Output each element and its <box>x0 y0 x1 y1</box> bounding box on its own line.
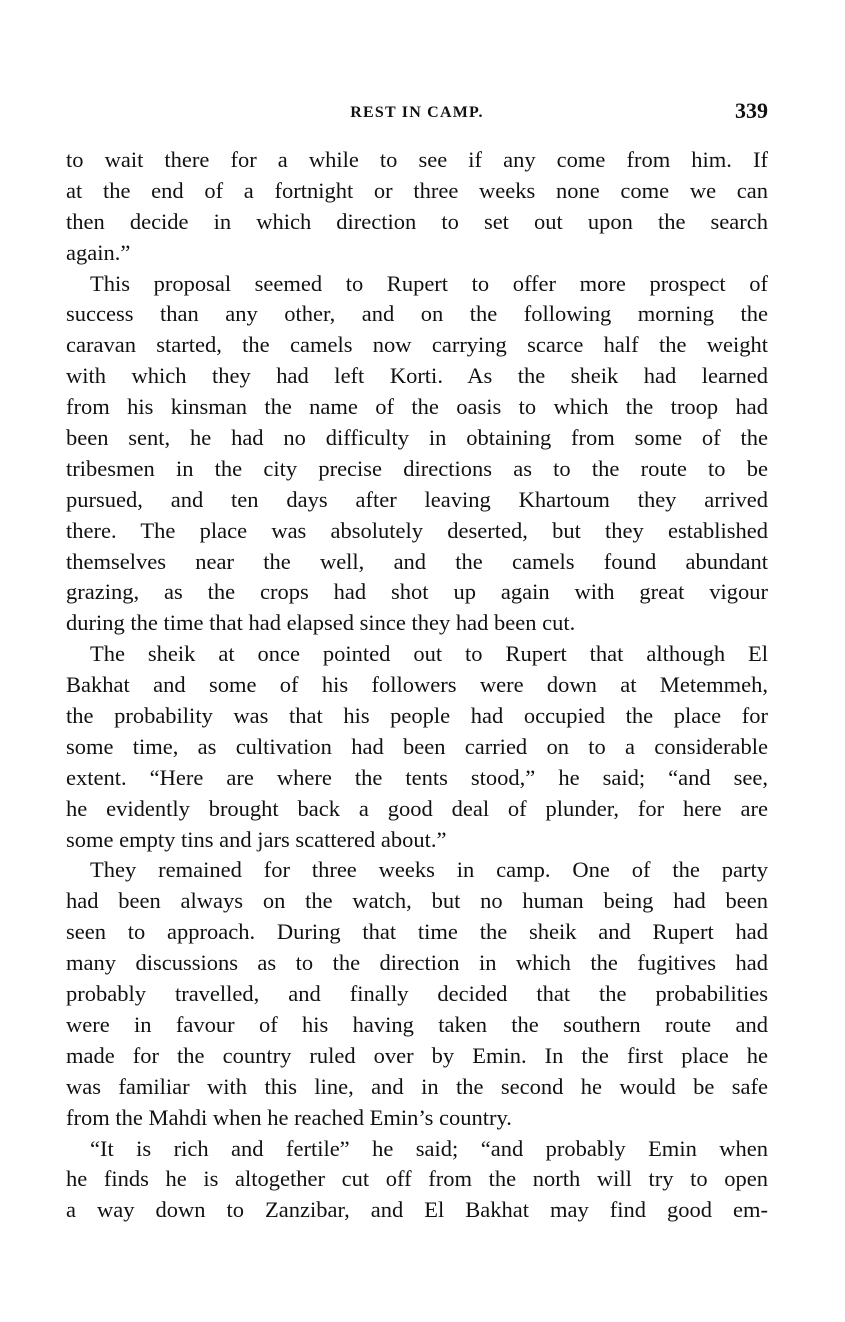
text-line: from his kinsman the name of the oasis to which the troop had <box>66 394 768 420</box>
body-text <box>66 145 768 1226</box>
text-line: the probability was that his people had occupied the place for <box>66 703 768 729</box>
text-line: success than any other, and on the following morning the <box>66 301 768 327</box>
text-line: The sheik at once pointed out to Rupert that although El <box>90 641 768 667</box>
text-line: extent. “Here are where the tents stood,” he said; “and see, <box>66 764 768 790</box>
text-line: during the time that had elapsed since they had been cut. <box>66 610 576 636</box>
text-line: “It is rich and fertile” he said; “and probably Emin when <box>90 1135 768 1161</box>
text-line: a way down to Zanzibar, and El Bakhat may find good em- <box>66 1197 768 1223</box>
page-header <box>66 96 768 132</box>
text-line: tribesmen in the city precise directions as to the route to be <box>66 455 768 481</box>
text-line: there. The place was absolutely deserted, but they established <box>66 517 768 543</box>
running-head: REST IN CAMP. <box>350 104 484 121</box>
text-line: themselves near the well, and the camels found abundant <box>66 548 768 574</box>
text-line: This proposal seemed to Rupert to offer more prospect of <box>90 270 768 296</box>
text-line: been sent, he had no difficulty in obtaining from some of the <box>66 425 768 451</box>
text-line: made for the country ruled over by Emin. In the first place he <box>66 1042 768 1068</box>
text-line: with which they had left Korti. As the sheik had learned <box>66 363 768 389</box>
text-line: were in favour of his having taken the southern route and <box>66 1011 768 1037</box>
text-line: some empty tins and jars scattered about.” <box>66 826 447 852</box>
text-line: at the end of a fortnight or three weeks none come we can <box>66 177 768 203</box>
text-line: he evidently brought back a good deal of plunder, for here are <box>66 795 768 821</box>
text-line: Bakhat and some of his followers were down at Metemmeh, <box>66 672 768 698</box>
text-line: then decide in which direction to set out upon the search <box>66 208 768 234</box>
text-line: grazing, as the crops had shot up again with great vigour <box>66 579 768 605</box>
book-page <box>66 96 768 1226</box>
text-line: from the Mahdi when he reached Emin’s country. <box>66 1104 512 1130</box>
text-line: They remained for three weeks in camp. One of the party <box>90 857 768 883</box>
text-line: again.” <box>66 239 131 265</box>
text-line: probably travelled, and finally decided that the probabilities <box>66 981 768 1007</box>
text-line: pursued, and ten days after leaving Khartoum they arrived <box>66 486 768 512</box>
text-line: caravan started, the camels now carrying scarce half the weight <box>66 332 768 358</box>
text-line: he finds he is altogether cut off from the north will try to open <box>66 1166 768 1192</box>
page-number: 339 <box>735 98 768 123</box>
text-line: had been always on the watch, but no human being had been <box>66 888 768 914</box>
text-line: some time, as cultivation had been carried on to a considerable <box>66 733 768 759</box>
text-line: to wait there for a while to see if any come from him. If <box>66 147 768 172</box>
text-line: many discussions as to the direction in which the fugitives had <box>66 950 768 976</box>
text-line: was familiar with this line, and in the second he would be safe <box>66 1073 768 1099</box>
text-line: seen to approach. During that time the sheik and Rupert had <box>66 919 768 945</box>
